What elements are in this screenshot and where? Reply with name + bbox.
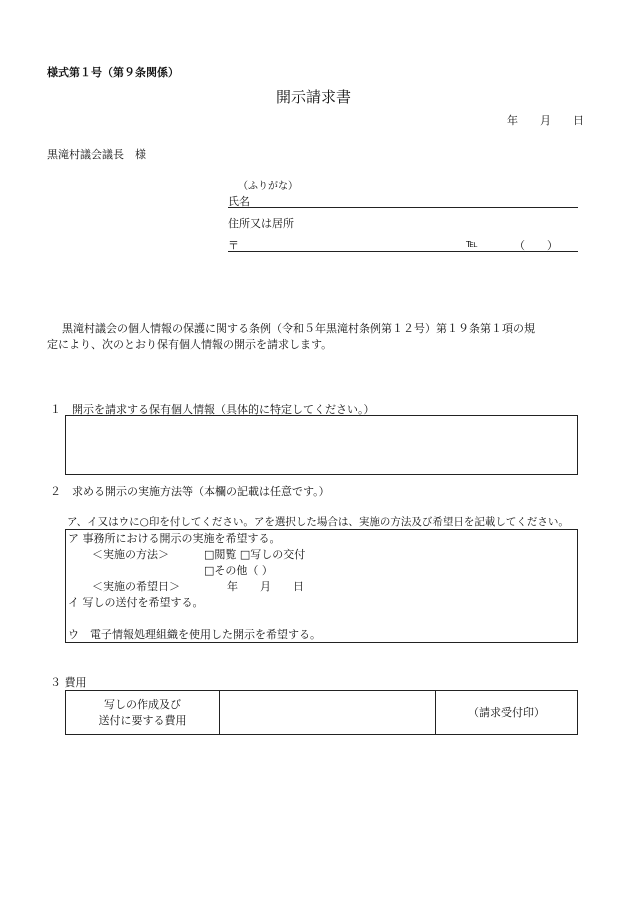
date-line: 年 月 日 [507,114,584,127]
fee-table [65,690,578,735]
date-value: 年 月 日 [227,580,304,593]
page-title: 開示請求書 [276,88,352,106]
method-choice-2: □その他（ ） [204,564,273,577]
fee-label-cell [66,691,220,735]
section1-heading: １ 開示を請求する保有個人情報（具体的に特定してください。） [50,403,375,416]
form-number: 様式第１号（第９条関係） [47,66,179,79]
intro-line-2: 定により、次のとおり保有個人情報の開示を請求します。 [47,338,333,351]
fee-label-line-1: 写しの作成及び [104,697,181,711]
section1-box [65,415,578,475]
furigana-label: （ふりがな） [238,181,298,192]
section2-instruction: ア、イ又はウに○印を付してください。アを選択した場合は、実施の方法及び希望日を記載してください。 [67,516,569,528]
option-b: イ 写しの送付を希望する。 [68,596,204,609]
intro-line-1: 黒滝村議会の個人情報の保護に関する条例（令和５年黒滝村条例第１２号）第１９条第１項の規 [62,322,535,335]
name-label: 氏名 [228,195,250,208]
fee-label-line-2: 送付に要する費用 [98,713,187,727]
section2-heading: ２ 求める開示の実施方法等（本欄の記載は任意です。） [50,485,330,498]
receipt-stamp-cell: （請求受付印） [436,691,578,735]
method-choice-1: □閲覧 □写しの交付 [204,548,306,561]
fee-value-cell [220,691,436,735]
postal-mark: 〒 [228,239,239,252]
option-a: ア 事務所における開示の実施を希望する。 [68,532,281,545]
method-label: ＜実施の方法＞ [92,548,169,561]
address-label: 住所又は居所 [228,217,294,230]
address-underline [228,251,578,252]
option-c: ウ 電子情報処理組織を使用した開示を希望する。 [68,628,321,641]
date-label: ＜実施の希望日＞ [92,580,180,593]
addressee: 黒滝村議会議長 様 [47,148,146,161]
name-underline [228,207,578,208]
section3-heading: ３ 費用 [50,676,87,689]
tel-parens: （ ） [514,239,558,252]
tel-label: ℡ [466,237,478,250]
